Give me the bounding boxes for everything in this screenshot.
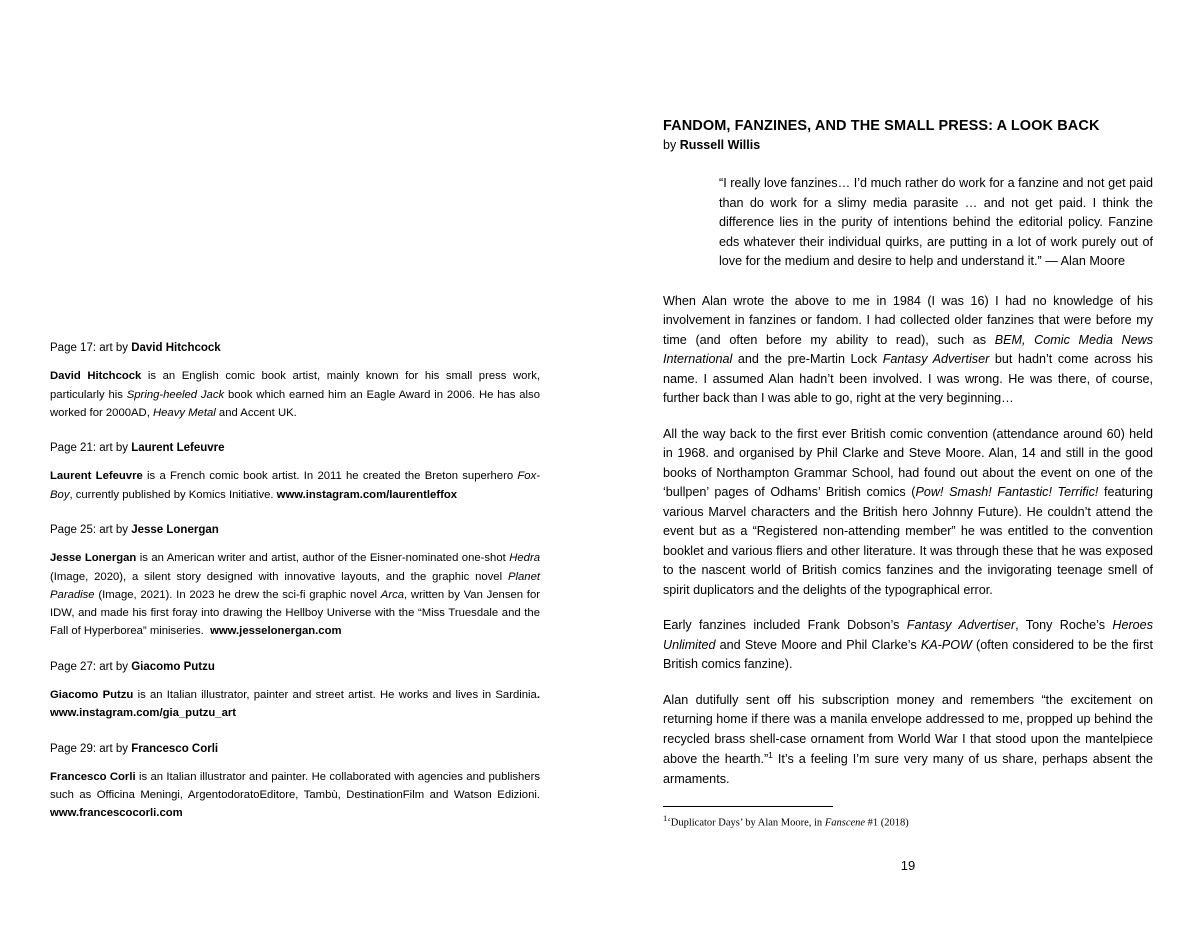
credit-heading-name: David Hitchcock: [131, 342, 221, 354]
credit-heading-name: Giacomo Putzu: [131, 660, 215, 673]
credit-heading: [50, 340, 540, 357]
left-page-credits: [50, 340, 540, 841]
footnote: $^1$‘Duplicator Days’ by Alan Moore, in Fanscene #1 (2018): [663, 812, 909, 829]
credit-block: [50, 741, 540, 823]
byline-prefix: by: [663, 138, 680, 152]
credit-heading-name: Jesse Lonergan: [131, 523, 219, 536]
credit-block: [50, 440, 540, 504]
credit-heading: [50, 440, 540, 457]
article-title: FANDOM, FANZINES, AND THE SMALL PRESS: A LOOK BACK: [663, 118, 1100, 134]
credit-heading-name: Laurent Lefeuvre: [131, 442, 225, 455]
body-paragraph: All the way back to the first ever British comic convention (attendance around 60) held in 1968. and organised by Phil Clarke and Steve Moore. Alan, 14 and still in the good books of Northampton Grammar School, had found out about the event on one of the ‘bullpen’ pages of Odhams’ British comics (Pow! Smash! Fantastic! Terrific! featuring various Marvel characters and the British hero Johnny Future). He couldn’t attend the event but as a “Registered non-attending member” he was entitled to the convention booklet and various fliers and other literature. It was through these that he was exposed to the nascent world of British comics fanzines and the invigorating teenage smell of spirit duplicators and the delights of the typographical error.: [663, 426, 1153, 597]
credit-heading-prefix: Page 27: art by: [50, 660, 132, 673]
byline-author: Russell Willis: [679, 138, 761, 152]
page-number: 19: [900, 858, 916, 873]
pull-quote: “I really love fanzines… I’d much rather do work for a fanzine and not get paid than do work for a slimy media parasite … and not get paid. I think the difference lies in the purity of intentions behind the editorial policy. Fanzine eds whatever their individual quirks, are putting in a lot of work purely out of love for the medium and desire to help and understand it.” — Alan Moore: [719, 176, 1153, 269]
credit-block: [50, 522, 540, 641]
credit-heading-prefix: Page 25: art by: [50, 523, 132, 536]
credit-heading: [50, 522, 540, 539]
credit-body: Jesse Lonergan is an American writer and artist, author of the Eisner-nominated one-shot Hedra (Image, 2020), a silent story designed with innovative layouts, and the graphic novel Planet Paradise (Image, 2021). In 2023 he drew the sci-fi graphic novel Arca, written by Van Jensen for IDW, and made his first foray into drawing the Hellboy Universe with the “Miss Truesdale and the Fall of Hyperborea” miniseries. www.jesselonergan.com: [50, 552, 540, 638]
body-paragraph: Early fanzines included Frank Dobson’s Fantasy Advertiser, Tony Roche’s Heroes Unlimited and Steve Moore and Phil Clarke’s KA-POW (often considered to be the first British comics fanzine).: [663, 618, 1153, 672]
footnote-divider: [663, 806, 833, 807]
article-byline: [663, 138, 1153, 152]
credit-heading-name: Francesco Corli: [131, 742, 219, 755]
credit-heading: [50, 741, 540, 758]
credit-heading-prefix: Page 21: art by: [50, 442, 132, 455]
body-paragraph: Alan dutifully sent off his subscription money and remembers “the excitement on returning home if there was a manila envelope addressed to me, propped up behind the recycled brass shell-case ornament from World War I that stood upon the mantelpiece above the hearth.”$^1$ It’s a feeling I’m sure very many of us share, perhaps absent the armaments.: [663, 692, 1153, 787]
credit-body: Francesco Corli is an Italian illustrator and painter. He collaborated with agencies and publishers such as Officina Meningi, ArgentodoratoEditore, Tambù, DestinationFilm and Watson Edizioni. www.francescocorli.com: [50, 770, 540, 820]
credit-heading-prefix: Page 17: art by: [50, 342, 132, 354]
credit-heading: [50, 659, 540, 676]
body-paragraph: When Alan wrote the above to me in 1984 (I was 16) I had no knowledge of his involvement in fanzines or fandom. I had collected older fanzines that were before my time (and often before my ability to read), such as BEM, Comic Media News International and the pre-Martin Lock Fantasy Advertiser but hadn’t come across his name. I assumed Alan hadn’t been involved. I was wrong. He was there, of course, further back than I was able to go, right at the very beginning…: [663, 293, 1153, 406]
credit-block: [50, 659, 540, 723]
credit-body: Laurent Lefeuvre is a French comic book artist. In 2011 he created the Breton superhero Fox-Boy, currently published by Komics Initiative. www.instagram.com/laurentleffox: [50, 470, 540, 501]
right-page-article: [663, 118, 1153, 831]
credit-heading-prefix: Page 29: art by: [50, 742, 132, 755]
credit-body: Giacomo Putzu is an Italian illustrator, painter and street artist. He works and lives in Sardinia. www.instagram.com/gia_putzu_art: [50, 688, 540, 720]
credit-body: David Hitchcock is an English comic book artist, mainly known for his small press work, particularly his Spring-heeled Jack book which earned him an Eagle Award in 2006. He has also worked for 2000AD, Heavy Metal and Accent UK.: [50, 370, 540, 419]
credit-block: [50, 340, 540, 422]
